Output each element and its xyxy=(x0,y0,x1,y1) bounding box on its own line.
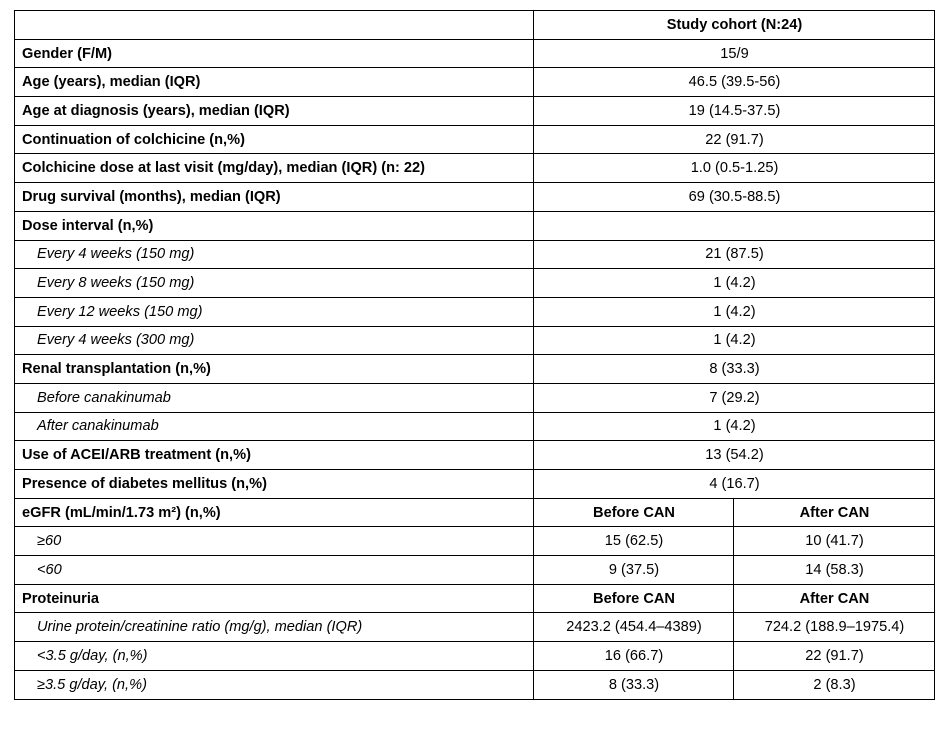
row-sublabel: <60 xyxy=(15,556,534,585)
row-label: Use of ACEI/ARB treatment (n,%) xyxy=(15,441,534,470)
study-cohort-header: Study cohort (N:24) xyxy=(534,11,935,40)
table-row xyxy=(15,154,935,183)
table-row xyxy=(15,269,935,298)
row-sublabel: Before canakinumab xyxy=(15,383,534,412)
row-value: 1 (4.2) xyxy=(534,326,935,355)
proteinuria-after-header: After CAN xyxy=(734,584,935,613)
row-value: 1 (4.2) xyxy=(534,269,935,298)
row-label: Colchicine dose at last visit (mg/day), median (IQR) (n: 22) xyxy=(15,154,534,183)
row-label: Continuation of colchicine (n,%) xyxy=(15,125,534,154)
row-label: Gender (F/M) xyxy=(15,39,534,68)
table-row xyxy=(15,125,935,154)
table-row xyxy=(15,355,935,384)
table-row xyxy=(15,383,935,412)
table-row xyxy=(15,642,935,671)
table-row xyxy=(15,297,935,326)
table-row xyxy=(15,470,935,499)
row-label: Renal transplantation (n,%) xyxy=(15,355,534,384)
row-value: 46.5 (39.5-56) xyxy=(534,68,935,97)
row-value: 4 (16.7) xyxy=(534,470,935,499)
row-value: 1.0 (0.5-1.25) xyxy=(534,154,935,183)
row-label: Presence of diabetes mellitus (n,%) xyxy=(15,470,534,499)
before-value: 9 (37.5) xyxy=(534,556,734,585)
row-sublabel: Every 12 weeks (150 mg) xyxy=(15,297,534,326)
row-label: Dose interval (n,%) xyxy=(15,211,534,240)
row-value: 22 (91.7) xyxy=(534,125,935,154)
egfr-label: eGFR (mL/min/1.73 m²) (n,%) xyxy=(15,498,534,527)
row-value: 1 (4.2) xyxy=(534,412,935,441)
row-value: 69 (30.5-88.5) xyxy=(534,183,935,212)
row-label: Drug survival (months), median (IQR) xyxy=(15,183,534,212)
row-value: 8 (33.3) xyxy=(534,355,935,384)
row-value: 21 (87.5) xyxy=(534,240,935,269)
before-value: 16 (66.7) xyxy=(534,642,734,671)
study-cohort-table xyxy=(14,10,935,700)
egfr-header-row xyxy=(15,498,935,527)
row-label: Age at diagnosis (years), median (IQR) xyxy=(15,97,534,126)
row-sublabel: ≥3.5 g/day, (n,%) xyxy=(15,670,534,699)
row-value xyxy=(534,211,935,240)
table-row xyxy=(15,527,935,556)
table-row xyxy=(15,670,935,699)
after-value: 10 (41.7) xyxy=(734,527,935,556)
before-value: 8 (33.3) xyxy=(534,670,734,699)
row-label: Age (years), median (IQR) xyxy=(15,68,534,97)
table-row xyxy=(15,211,935,240)
row-value: 19 (14.5-37.5) xyxy=(534,97,935,126)
row-sublabel: After canakinumab xyxy=(15,412,534,441)
egfr-after-header: After CAN xyxy=(734,498,935,527)
header-label-cell xyxy=(15,11,534,40)
proteinuria-header-row xyxy=(15,584,935,613)
after-value: 22 (91.7) xyxy=(734,642,935,671)
table-row xyxy=(15,613,935,642)
table-row xyxy=(15,326,935,355)
after-value: 14 (58.3) xyxy=(734,556,935,585)
header-row xyxy=(15,11,935,40)
table-row xyxy=(15,412,935,441)
row-sublabel: ≥60 xyxy=(15,527,534,556)
row-sublabel: <3.5 g/day, (n,%) xyxy=(15,642,534,671)
proteinuria-label: Proteinuria xyxy=(15,584,534,613)
row-sublabel: Urine protein/creatinine ratio (mg/g), median (IQR) xyxy=(15,613,534,642)
row-value: 15/9 xyxy=(534,39,935,68)
row-sublabel: Every 8 weeks (150 mg) xyxy=(15,269,534,298)
row-value: 7 (29.2) xyxy=(534,383,935,412)
table-row xyxy=(15,441,935,470)
row-value: 13 (54.2) xyxy=(534,441,935,470)
proteinuria-before-header: Before CAN xyxy=(534,584,734,613)
table-row xyxy=(15,68,935,97)
table-row xyxy=(15,240,935,269)
egfr-before-header: Before CAN xyxy=(534,498,734,527)
after-value: 724.2 (188.9–1975.4) xyxy=(734,613,935,642)
row-sublabel: Every 4 weeks (300 mg) xyxy=(15,326,534,355)
before-value: 2423.2 (454.4–4389) xyxy=(534,613,734,642)
row-value: 1 (4.2) xyxy=(534,297,935,326)
after-value: 2 (8.3) xyxy=(734,670,935,699)
table-row xyxy=(15,97,935,126)
before-value: 15 (62.5) xyxy=(534,527,734,556)
table-row xyxy=(15,556,935,585)
table-row xyxy=(15,39,935,68)
table-row xyxy=(15,183,935,212)
row-sublabel: Every 4 weeks (150 mg) xyxy=(15,240,534,269)
